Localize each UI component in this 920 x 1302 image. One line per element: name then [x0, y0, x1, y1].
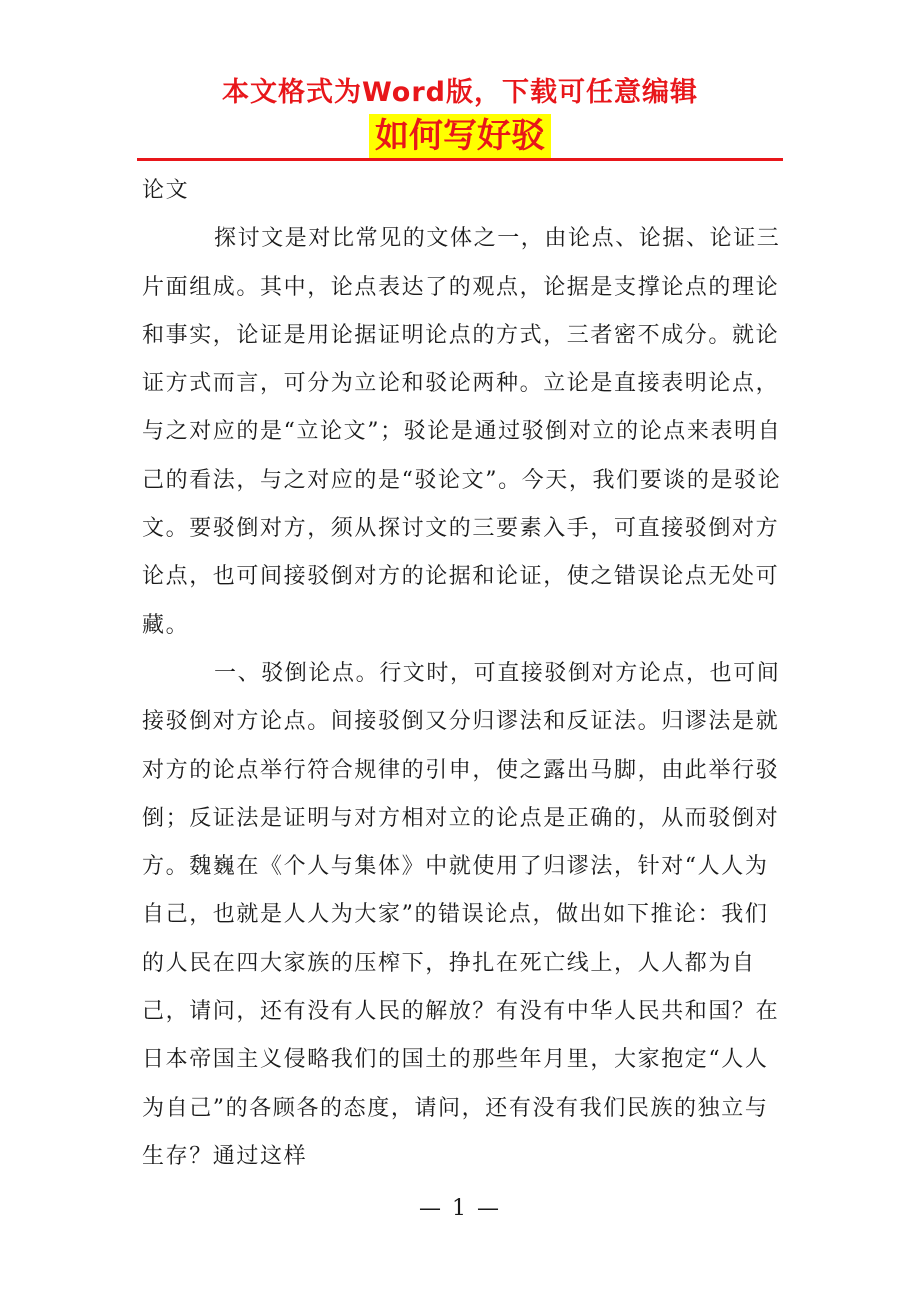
subtitle-line: 论文	[142, 178, 190, 203]
paragraph: 一、驳倒论点。行文时，可直接驳倒对方论点，也可间接驳倒对方论点。间接驳倒又分归谬法和反证法。归谬法是就对方的论点举行符合规律的引申，使之露出马脚，由此举行驳倒；反证法是证明与对方相对立的论点是正确的，从而驳倒对方。魏巍在《个人与集体》中就使用了归谬法，针对“人人为自己，也就是人人为大家”的错误论点，做出如下推论：我们的人民在四大家族的压榨下，挣扎在死亡线上，人人都为自己，请问，还有没有人民的解放？有没有中华人民共和国？在日本帝国主义侵略我们的国土的那些年月里，大家抱定“人人为自己”的各顾各的态度，请问，还有没有我们民族的独立与生存？通过这样	[142, 660, 781, 1169]
document-title: 如何写好驳	[369, 114, 551, 158]
title-wrapper	[0, 114, 920, 158]
paragraph: 探讨文是对比常见的文体之一，由论点、论据、论证三片面组成。其中，论点表达了的观点，论据是支撑论点的理论和事实，论证是用论据证明论点的方式，三者密不成分。就论证方式而言，可分为立论和驳论两种。立论是直接表明论点，与之对应的是“立论文”；驳论是通过驳倒对立的论点来表明自己的看法，与之对应的是“驳论文”。今天，我们要谈的是驳论文。要驳倒对方，须从探讨文的三要素入手，可直接驳倒对方论点，也可间接驳倒对方的论据和论证，使之错误论点无处可藏。	[142, 226, 782, 638]
document-body	[142, 167, 782, 1181]
format-banner: 本文格式为Word版，下载可任意编辑	[221, 77, 698, 108]
title-divider	[137, 158, 783, 161]
page-number: — 1 —	[419, 1196, 501, 1221]
